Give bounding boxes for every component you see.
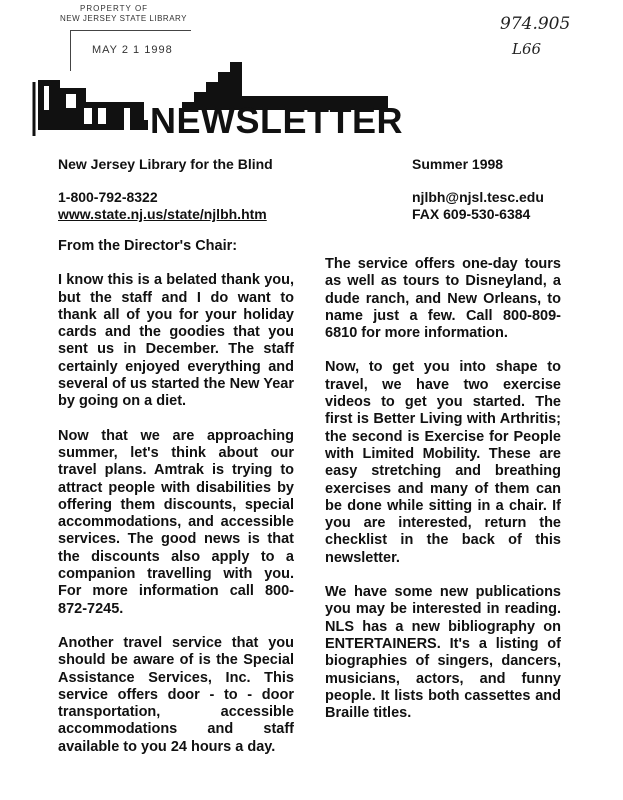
directors-chair-heading: From the Director's Chair: [58,238,238,254]
website-link[interactable]: www.state.nj.us/state/njlbh.htm [58,206,267,222]
call-number [500,14,590,58]
column-left [58,238,294,773]
stamp-line-2: NEW JERSEY STATE LIBRARY [60,14,187,23]
stamp-line-1: PROPERTY OF [80,4,149,13]
call-number-line-1: 974.905 [500,14,571,34]
paragraph: We have some new publications you may be interested in reading. NLS has a new bibliography on ENTERTAINERS. It's a listing of biographies of singers, dancers, musicians, actors, and funny people. It lists both cassettes and Braille titles. [325,584,561,722]
newsletter-title: NEWSLETTER [150,100,403,141]
column-right [325,256,561,739]
org-name: New Jersey Library for the Blind [58,156,273,172]
paragraph: The service offers one-day tours as well as tours to Disneyland, a dude ranch, and New Orleans, to name just a few. Call 800-809-6810 for more information. [325,256,561,342]
stamp-date: MAY 2 1 1998 [92,44,173,56]
issue-season: Summer 1998 [412,156,504,172]
call-number-line-2: L66 [512,40,542,58]
paragraph: I know this is a belated thank you, but the staff and I do want to thank all of you for your holiday cards and the goodies that you sent us in December. The staff certainly enjoyed everything and several of us started the New Year by going on a diet. [58,272,294,410]
email-address[interactable]: njlbh@njsl.tesc.edu [412,189,544,205]
fax-number: FAX 609-530-6384 [412,206,531,222]
paragraph: Now that we are approaching summer, let's think about our travel plans. Amtrak is trying to attract people with disabilities by offering them discounts, special accommodations, and accessible services. The good news is that the discounts also apply to a companion travelling with you. For more information call 800-872-7245. [58,427,294,617]
paragraph: Another travel service that you should be aware of is the Special Assistance Services, Inc. This service offers door - to - door transportation, accessible accommodations and staff available to you 24 hours a day. [58,634,294,755]
phone-number: 1-800-792-8322 [58,189,158,205]
paragraph: Now, to get you into shape to travel, we have two exercise videos to get you started. The first is Better Living with Arthritis; the second is Exercise for People with Limited Mobility. These are easy stretching and breathing exercises and many of them can be done while sitting in a chair. If you are interested, return the checklist in the back of this newsletter. [325,359,561,566]
